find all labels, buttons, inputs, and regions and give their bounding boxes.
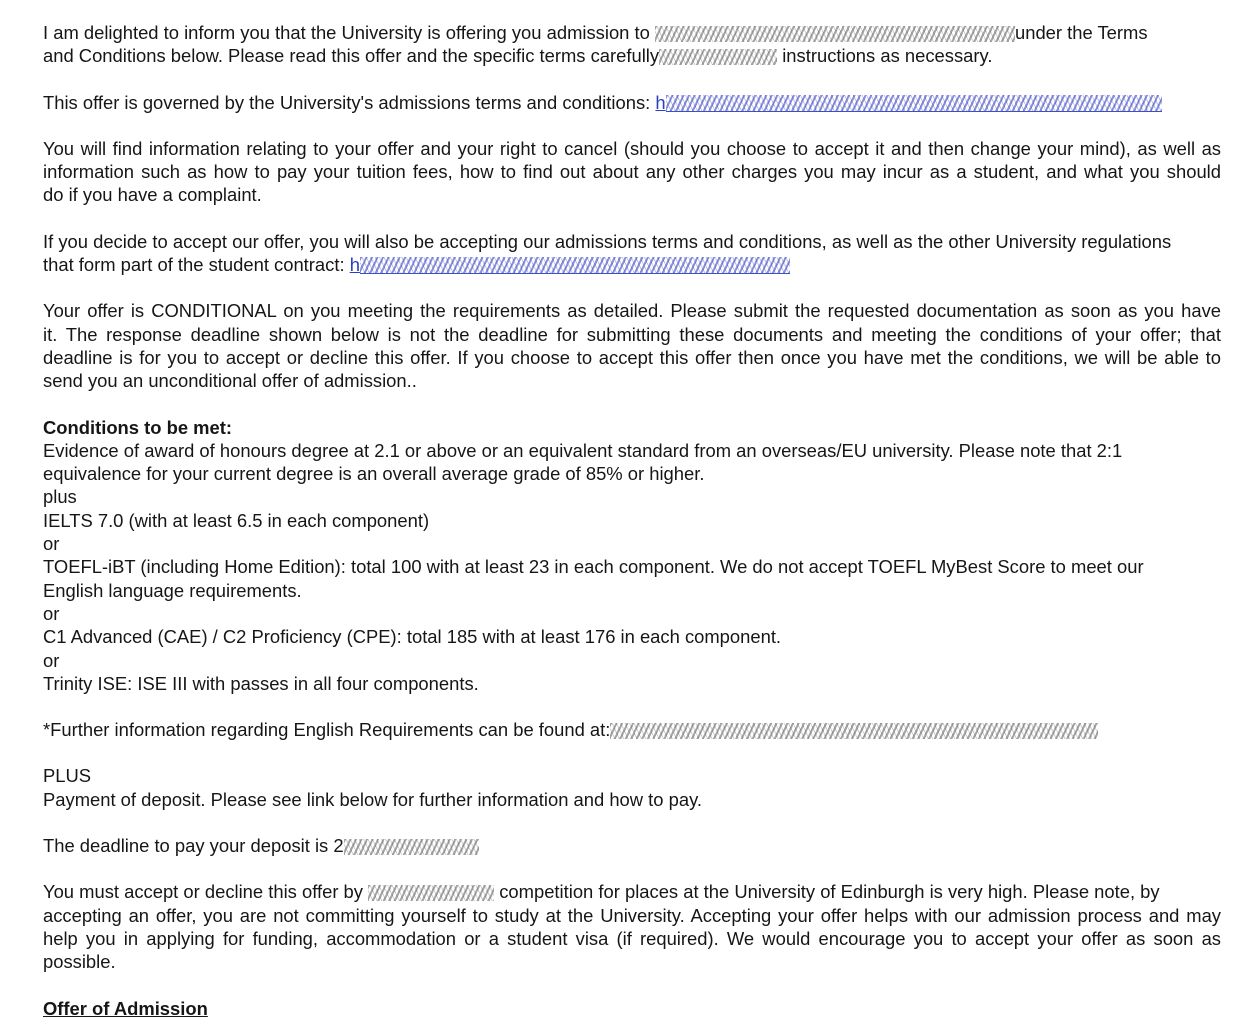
condition-toefl-line-2: English language requirements. (43, 579, 302, 601)
paragraph-accept-line-1: If you decide to accept our offer, you will also be accepting our admissions terms and conditions, as well as the other University regulations (43, 230, 1172, 252)
paragraph-intro-line-2: and Conditions below. Please read this offer and the specific terms carefully instructions as necessary. (43, 45, 993, 67)
paragraph-info-line-2: information such as how to pay your tuition fees, how to find out about any other charges you may incur as a student, and what you should (43, 161, 1221, 183)
redacted-regulations-link[interactable] (360, 257, 790, 274)
paragraph-response-line-3: help you in applying for funding, accommodation or a student visa (if required). We would encourage you to accept your offer as soon as (43, 927, 1221, 949)
redacted-english-link[interactable] (610, 723, 1098, 739)
paragraph-response-line-4: possible. (43, 951, 116, 973)
offer-letter (43, 21, 1221, 1020)
connector-plus: plus (43, 486, 77, 508)
connector-or-3: or (43, 649, 60, 671)
condition-cae: C1 Advanced (CAE) / C2 Proficiency (CPE): total 185 with at least 176 in each component. (43, 626, 782, 648)
paragraph-conditional-line-1: Your offer is CONDITIONAL on you meeting the requirements as detailed. Please submit the requested documentation as soon as you have (43, 300, 1221, 322)
connector-or-1: or (43, 533, 60, 555)
condition-ielts: IELTS 7.0 (with at least 6.5 in each component) (43, 509, 430, 531)
redacted-text (659, 49, 777, 65)
condition-toefl-line-1: TOEFL-iBT (including Home Edition): total 100 with at least 23 in each component. We do not accept TOEFL MyBest Score to meet our (43, 556, 1144, 578)
paragraph-intro-line-1: I am delighted to inform you that the University is offering you admission to under the Terms (43, 22, 1148, 43)
paragraph-response-line-2: accepting an offer, you are not committing yourself to study at the University. Accepting your offer helps with our admission process and may (43, 904, 1221, 926)
paragraph-terms: This offer is governed by the University's admissions terms and conditions: h (43, 91, 1221, 114)
redacted-response-date (368, 885, 494, 901)
paragraph-conditional-line-2: it. The response deadline shown below is not the deadline for submitting these documents and meeting the conditions of your offer; that (43, 323, 1221, 345)
deposit-deadline: The deadline to pay your deposit is 2 (43, 834, 1221, 857)
english-requirements-info: *Further information regarding English Requirements can be found at: (43, 718, 1221, 741)
connector-plus-upper: PLUS (43, 765, 92, 787)
conditions-heading: Conditions to be met: (43, 416, 232, 438)
deposit-info: Payment of deposit. Please see link below for further information and how to pay. (43, 788, 703, 810)
redacted-terms-link[interactable] (666, 95, 1162, 112)
condition-degree-line-2: equivalence for your current degree is an overall average grade of 85% or higher. (43, 463, 705, 485)
paragraph-response-line-1: You must accept or decline this offer by competition for places at the University of Edinburgh is very high. Please note, by (43, 881, 1160, 903)
redacted-programme (655, 26, 1015, 42)
condition-trinity: Trinity ISE: ISE III with passes in all four components. (43, 672, 479, 694)
terms-link[interactable]: h (655, 91, 666, 113)
paragraph-info-line-1: You will find information relating to your offer and your right to cancel (should you choose to accept it and then change your mind), as well as (43, 137, 1221, 159)
paragraph-conditional-line-4: send you an unconditional offer of admission.. (43, 370, 417, 392)
condition-degree-line-1: Evidence of award of honours degree at 2.1 or above or an equivalent standard from an overseas/EU university. Please note that 2:1 (43, 439, 1123, 461)
redacted-deposit-date (344, 839, 479, 855)
offer-of-admission-heading: Offer of Admission (43, 997, 208, 1019)
paragraph-conditional-line-3: deadline is for you to accept or decline this offer. If you choose to accept this offer then once you have met the conditions, we will be able to (43, 346, 1221, 368)
regulations-link[interactable]: h (349, 254, 360, 276)
paragraph-info-line-3: do if you have a complaint. (43, 184, 262, 206)
paragraph-accept-line-2: that form part of the student contract: h (43, 253, 1221, 276)
connector-or-2: or (43, 602, 60, 624)
